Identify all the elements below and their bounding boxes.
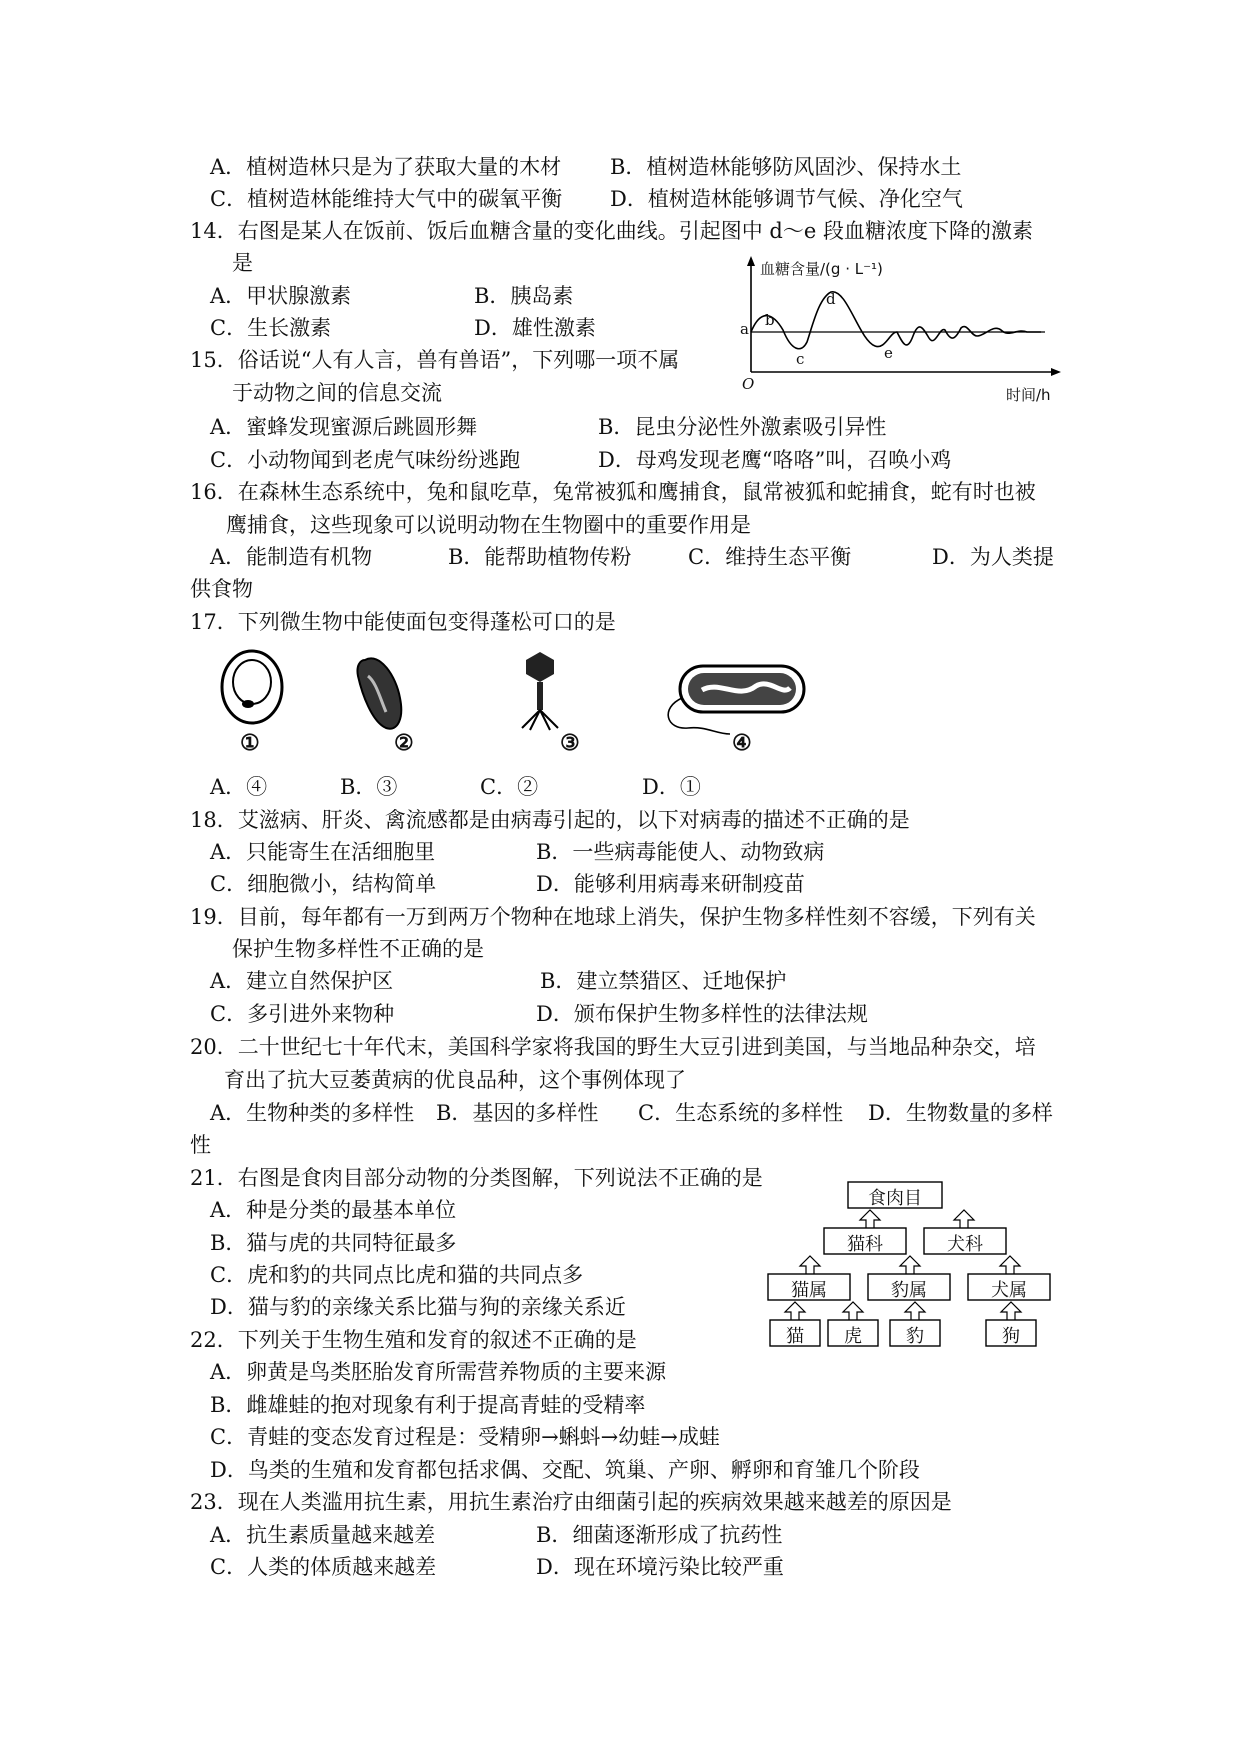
q18-option-b: B．一些病毒能使人、动物致病 — [536, 840, 825, 864]
q22-option-a: A．卵黄是鸟类胚胎发育所需营养物质的主要来源 — [210, 1360, 667, 1384]
q16-option-b: B．能帮助植物传粉 — [448, 545, 632, 569]
tree-species-tiger: 虎 — [844, 1326, 862, 1347]
q19-option-b: B．建立禁猎区、迁地保护 — [540, 969, 787, 993]
tree-genus-felis: 猫属 — [791, 1280, 827, 1301]
q14-stem-cont: 是 — [232, 251, 253, 275]
tree-family-cat: 猫科 — [847, 1234, 883, 1255]
q19-option-a: A．建立自然保护区 — [210, 969, 394, 993]
figure-label-2: ② — [394, 730, 414, 756]
q22-option-c: C．青蛙的变态发育过程是：受精卵→蝌蚪→幼蛙→成蛙 — [210, 1425, 720, 1449]
tree-genus-panthera: 豹属 — [891, 1280, 927, 1301]
q14-option-a: A．甲状腺激素 — [210, 284, 352, 308]
q15-option-b: B．昆虫分泌性外激素吸引异性 — [598, 415, 887, 439]
q15-stem: 15．俗话说“人有人言，兽有兽语”，下列哪一项不属 — [190, 348, 680, 372]
q20-option-c: C．生态系统的多样性 — [638, 1101, 844, 1125]
q18-stem: 18．艾滋病、肝炎、禽流感都是由病毒引起的，以下对病毒的描述不正确的是 — [190, 808, 910, 832]
graph-label-a: a — [740, 320, 749, 338]
figure-label-1: ① — [240, 730, 260, 756]
q20-option-d: D．生物数量的多样 — [868, 1101, 1053, 1125]
q14-option-b: B．胰岛素 — [474, 284, 574, 308]
q15-option-a: A．蜜蜂发现蜜源后跳圆形舞 — [210, 415, 478, 439]
q16-option-d-cont: 供食物 — [190, 577, 253, 601]
q16-option-c: C．维持生态平衡 — [688, 545, 852, 569]
q15-stem-cont: 于动物之间的信息交流 — [232, 381, 442, 405]
tree-order: 食肉目 — [868, 1188, 922, 1209]
q13-option-b: B．植树造林能够防风固沙、保持水土 — [610, 155, 962, 179]
tree-species-cat: 猫 — [786, 1326, 804, 1347]
graph-label-c: c — [796, 350, 805, 368]
q16-option-a: A．能制造有机物 — [210, 545, 373, 569]
q16-option-d: D．为人类提 — [932, 545, 1054, 569]
q23-option-c: C．人类的体质越来越差 — [210, 1555, 437, 1579]
q18-option-a: A．只能寄生在活细胞里 — [210, 840, 436, 864]
graph-xlabel: 时间/h — [1006, 386, 1051, 404]
q13-option-c: C．植树造林能维持大气中的碳氧平衡 — [210, 187, 563, 211]
q19-stem-cont: 保护生物多样性不正确的是 — [232, 937, 484, 961]
q15-option-c: C．小动物闻到老虎气味纷纷逃跑 — [210, 448, 521, 472]
q21-option-c: C．虎和豹的共同点比虎和猫的共同点多 — [210, 1263, 584, 1287]
q17-option-a: A．④ — [210, 775, 268, 799]
q19-stem: 19．目前，每年都有一万到两万个物种在地球上消失，保护生物多样性刻不容缓，下列有关 — [190, 905, 1036, 929]
q17-option-d: D．① — [642, 775, 701, 799]
blood-sugar-graph — [735, 258, 1055, 398]
graph-ylabel: 血糖含量/(g · L⁻¹) — [760, 260, 883, 278]
q16-stem-cont: 鹰捕食，这些现象可以说明动物在生物圈中的重要作用是 — [226, 513, 751, 537]
q21-option-d: D．猫与豹的亲缘关系比猫与狗的亲缘关系近 — [210, 1295, 626, 1319]
q17-option-c: C．② — [480, 775, 539, 799]
q16-stem: 16．在森林生态系统中，兔和鼠吃草，兔常被狐和鹰捕食，鼠常被狐和蛇捕食，蛇有时也被 — [190, 480, 1036, 504]
graph-origin: O — [742, 375, 755, 393]
q15-option-d: D．母鸡发现老鹰“咯咯”叫，召唤小鸡 — [598, 448, 952, 472]
graph-label-b: b — [765, 311, 775, 329]
q13-option-d: D．植树造林能够调节气候、净化空气 — [610, 187, 963, 211]
q22-stem: 22．下列关于生物生殖和发育的叙述不正确的是 — [190, 1328, 637, 1352]
q14-option-d: D．雄性激素 — [474, 316, 596, 340]
tree-species-dog: 狗 — [1002, 1326, 1020, 1347]
graph-label-e: e — [884, 344, 893, 362]
figure-label-4: ④ — [732, 730, 752, 756]
q20-stem: 20．二十世纪七十年代末，美国科学家将我国的野生大豆引进到美国，与当地品种杂交，培 — [190, 1035, 1036, 1059]
q14-stem: 14．右图是某人在饭前、饭后血糖含量的变化曲线。引起图中 d～e 段血糖浓度下降的激素 — [190, 219, 1033, 243]
graph-label-d: d — [826, 290, 836, 308]
q23-stem: 23．现在人类滥用抗生素，用抗生素治疗由细菌引起的疾病效果越来越差的原因是 — [190, 1490, 952, 1514]
q19-option-c: C．多引进外来物种 — [210, 1002, 395, 1026]
figure-label-3: ③ — [560, 730, 580, 756]
q22-option-d: D．鸟类的生殖和发育都包括求偶、交配、筑巢、产卵、孵卵和育雏几个阶段 — [210, 1458, 920, 1482]
q22-option-b: B．雌雄蛙的抱对现象有利于提高青蛙的受精率 — [210, 1393, 646, 1417]
q13-option-a: A．植树造林只是为了获取大量的木材 — [210, 155, 562, 179]
tree-family-dog: 犬科 — [947, 1234, 983, 1255]
q23-option-b: B．细菌逐渐形成了抗药性 — [536, 1523, 783, 1547]
q20-option-d-cont: 性 — [190, 1133, 211, 1157]
tree-species-leopard: 豹 — [906, 1326, 924, 1347]
tree-genus-canis: 犬属 — [991, 1280, 1027, 1301]
q20-option-b: B．基因的多样性 — [436, 1101, 599, 1125]
q21-option-b: B．猫与虎的共同特征最多 — [210, 1231, 457, 1255]
q18-option-d: D．能够利用病毒来研制疫苗 — [536, 872, 805, 896]
q23-option-d: D．现在环境污染比较严重 — [536, 1555, 784, 1579]
q14-option-c: C．生长激素 — [210, 316, 332, 340]
q17-option-b: B．③ — [340, 775, 398, 799]
q21-stem: 21．右图是食肉目部分动物的分类图解，下列说法不正确的是 — [190, 1166, 763, 1190]
q19-option-d: D．颁布保护生物多样性的法律法规 — [536, 1002, 868, 1026]
q23-option-a: A．抗生素质量越来越差 — [210, 1523, 436, 1547]
q20-stem-cont: 育出了抗大豆萎黄病的优良品种，这个事例体现了 — [224, 1068, 686, 1092]
q21-option-a: A．种是分类的最基本单位 — [210, 1198, 457, 1222]
q17-stem: 17．下列微生物中能使面包变得蓬松可口的是 — [190, 610, 616, 634]
q18-option-c: C．细胞微小，结构简单 — [210, 872, 437, 896]
q20-option-a: A．生物种类的多样性 — [210, 1101, 415, 1125]
